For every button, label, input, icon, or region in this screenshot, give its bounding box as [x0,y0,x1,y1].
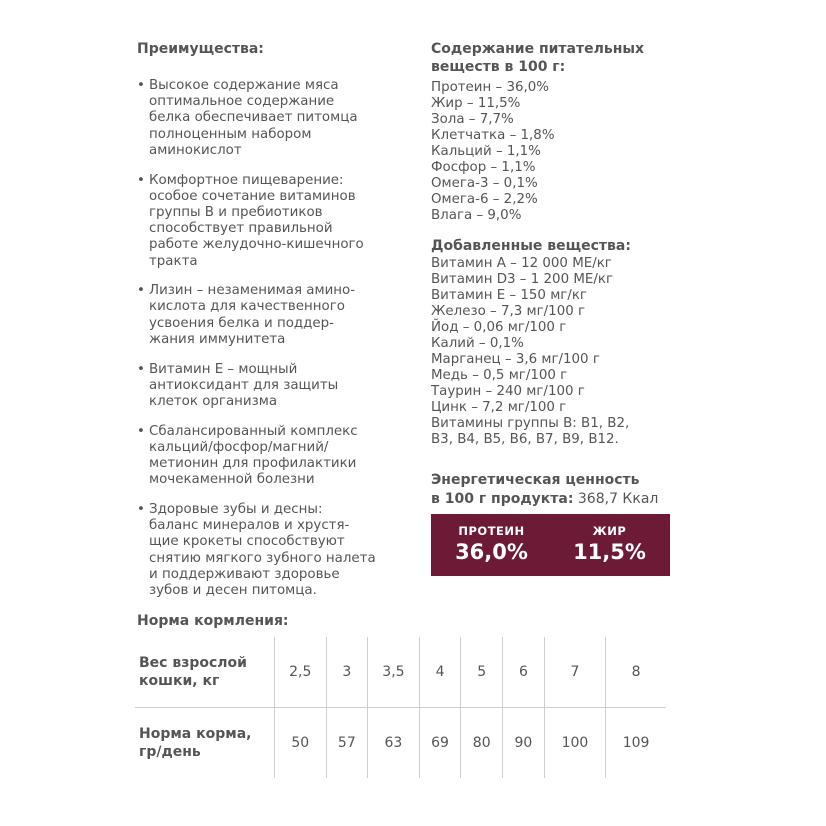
additive-item: Витамины группы В: В1, В2, [431,416,630,431]
advantage-line: кальций/фосфор/магний/ [149,439,329,455]
additive-item: Йод – 0,06 мг/100 г [431,320,567,335]
additive-item: Медь – 0,5 мг/100 г [431,368,568,383]
advantages-list [137,78,417,613]
advantage-line: • Сбалансированный комплекс [149,423,358,439]
protein-badge-label: ПРОТЕИН [458,524,525,538]
additives-list [431,256,629,448]
nutrients-title-line2: веществ в 100 г: [431,59,566,75]
advantage-item [137,362,417,411]
additive-item: Цинк – 7,2 мг/100 г [431,400,567,415]
protein-badge [431,514,552,576]
additive-item: Витамин А – 12 000 МЕ/кг [431,256,612,271]
nutrient-item: Омега-3 – 0,1% [431,176,538,191]
advantage-line: • Высокое содержание мяса [149,78,339,93]
advantage-line: группы В и пребиотиков [149,204,323,220]
norm-row-label [135,708,275,779]
advantage-item [137,502,417,599]
advantage-item [137,78,417,159]
nutrients-title-line1: Содержание питательных [431,41,645,57]
fat-badge [549,514,670,576]
advantage-line: работе желудочно-кишечного [149,237,364,253]
norm-label-line1: Норма корма, [139,726,252,742]
fat-badge-value: 11,5% [573,540,646,564]
nutrient-item: Фосфор – 1,1% [431,160,536,175]
advantage-line: • Здоровые зубы и десны: [149,501,323,517]
nutrient-item: Клетчатка – 1,8% [431,128,555,143]
protein-badge-value: 36,0% [455,540,528,564]
norm-cell: 50 [275,708,327,779]
advantage-item [137,283,417,348]
feeding-title: Норма кормления: [137,613,289,629]
weight-label-line2: кошки, кг [139,673,220,689]
advantage-line: мочекаменной болезни [149,472,315,488]
additive-item: Таурин – 240 мг/100 г [431,384,585,399]
advantage-item [137,173,417,270]
norm-cell: 69 [419,708,461,779]
advantages-title: Преимущества: [137,41,264,57]
nutrient-item: Протеин – 36,0% [431,80,550,95]
additive-item: В3, В4, В5, В6, В7, В9, В12. [431,432,619,447]
advantage-line: снятию мягкого зубного налета [149,550,376,566]
weight-row [135,637,666,708]
advantage-line: антиоксидант для защиты [149,377,339,393]
advantage-line: • Витамин Е – мощный [149,361,298,377]
advantage-line: аминокислот [149,142,242,158]
feeding-table [135,637,666,778]
weight-cell: 7 [544,637,605,708]
energy-value [431,471,658,509]
nutrients-title [431,40,644,76]
norm-cell: 80 [461,708,503,779]
weight-cell: 6 [503,637,545,708]
weight-cell: 8 [606,637,666,708]
nutrient-item: Влага – 9,0% [431,208,522,223]
advantage-line: • Комфортное пищеварение: [149,172,344,188]
norm-row [135,708,666,779]
nutrient-item: Жир – 11,5% [431,96,521,111]
weight-cell: 3 [326,637,368,708]
advantage-line: клеток организма [149,393,278,409]
weight-label-line1: Вес взрослой [139,655,247,671]
additive-item: Марганец – 3,6 мг/100 г [431,352,600,367]
advantage-line: тракта [149,253,198,269]
advantage-line: способствует правильной [149,221,333,237]
advantage-line: метионин для профилактики [149,456,357,472]
norm-cell: 63 [368,708,420,779]
norm-cell: 109 [606,708,666,779]
energy-line1: Энергетическая ценность [431,472,640,488]
advantage-line: жания иммунитета [149,331,286,347]
norm-label-line2: гр/день [139,744,201,760]
advantage-line: белка обеспечивает питомца [149,110,358,126]
weight-cell: 2,5 [275,637,327,708]
advantage-line: полноценным набором [149,126,312,142]
weight-cell: 3,5 [368,637,420,708]
advantage-line: оптимальное содержание [149,94,335,110]
norm-cell: 57 [326,708,368,779]
weight-cell: 5 [461,637,503,708]
advantage-line: щие крокеты способствуют [149,534,345,550]
additive-item: Железо – 7,3 мг/100 г [431,304,586,319]
advantage-line: кислота для качественного [149,299,345,315]
advantage-line: и поддерживают здоровье [149,566,340,582]
energy-line2-value: 368,7 Ккал [577,491,659,507]
nutrient-item: Зола – 7,7% [431,112,514,127]
advantage-line: усвоения белка и поддер- [149,315,334,331]
nutrient-item: Кальций – 1,1% [431,144,541,159]
additive-item: Калий – 0,1% [431,336,524,351]
advantage-line: • Лизин – незаменимая амино- [149,283,356,299]
nutrients-list [431,80,555,224]
advantage-line: особое сочетание витаминов [149,188,356,204]
additive-item: Витамин Е – 150 мг/кг [431,288,587,303]
energy-line2-label: в 100 г продукта: [431,491,574,507]
additives-title: Добавленные вещества: [431,238,631,254]
weight-row-label [135,637,275,708]
norm-cell: 100 [544,708,605,779]
additive-item: Витамин D3 – 1 200 МЕ/кг [431,272,613,287]
weight-cell: 4 [419,637,461,708]
advantage-line: зубов и десен питомца. [149,582,317,598]
fat-badge-label: ЖИР [592,524,627,538]
advantage-line: баланс минералов и хрустя- [149,518,350,534]
advantage-item [137,424,417,489]
norm-cell: 90 [503,708,545,779]
nutrient-item: Омега-6 – 2,2% [431,192,538,207]
